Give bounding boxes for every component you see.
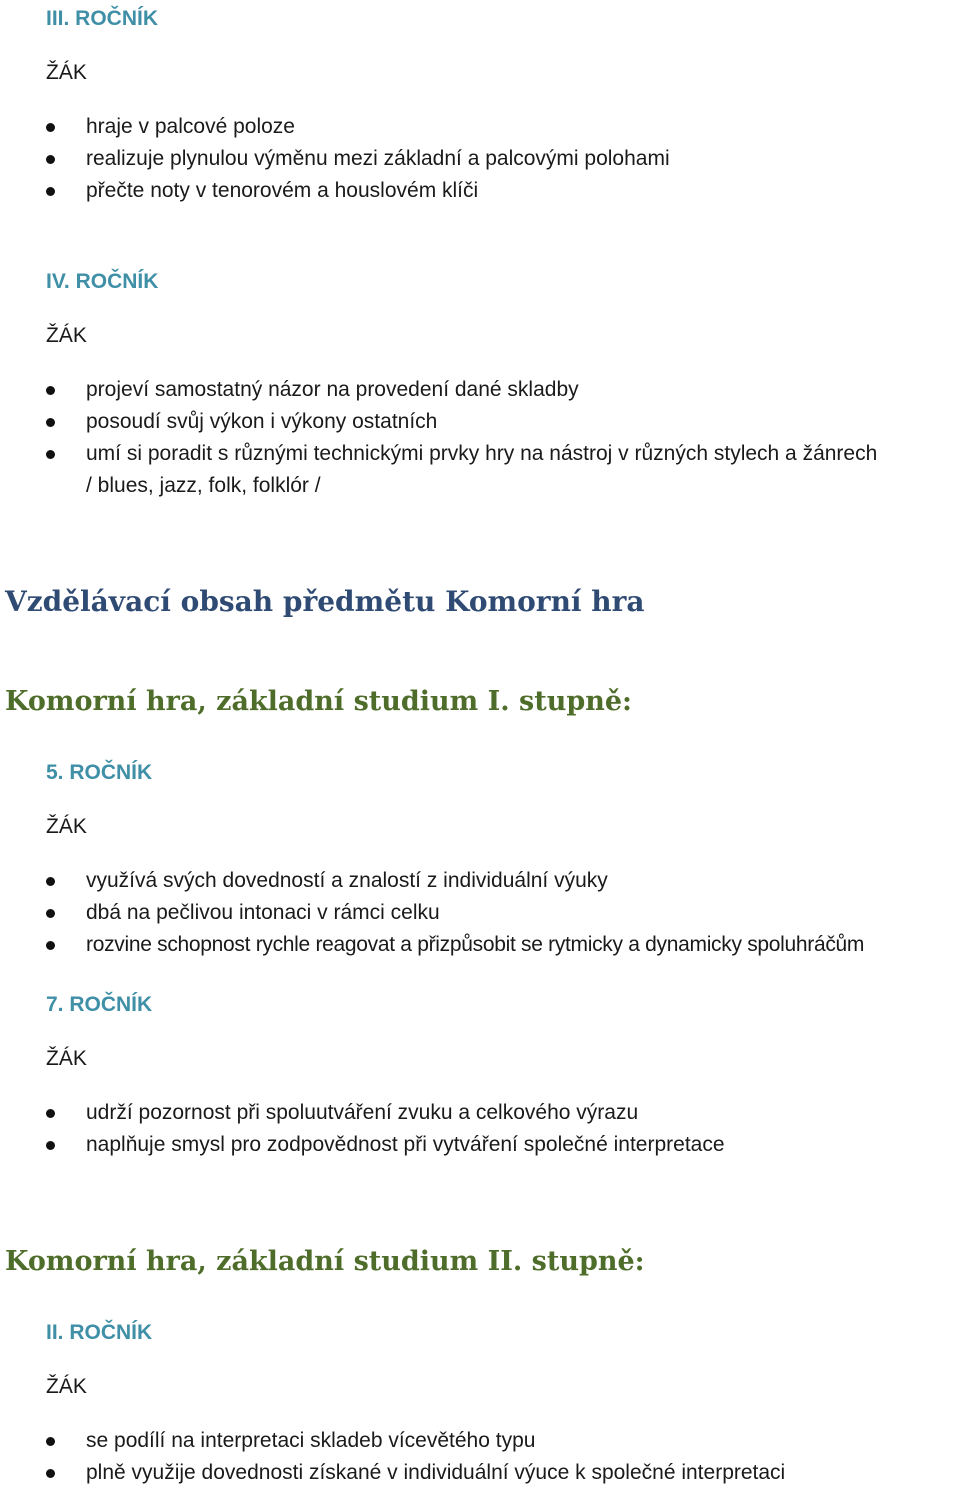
pupil-label: ŽÁK [46,1375,87,1398]
bullet-icon [46,155,55,164]
bullet-icon [46,1437,55,1446]
stage-heading-ii: Komorní hra, základní studium II. stupně: [5,1246,645,1277]
grade-heading-ii: II. ROČNÍK [46,1321,153,1344]
bullet-icon [46,909,55,918]
list-item: realizuje plynulou výměnu mezi základní a palcovými polohami [86,147,670,170]
bullet-icon [46,386,55,395]
grade-heading-7: 7. ROČNÍK [46,993,153,1016]
list-item: naplňuje smysl pro zodpovědnost při vytváření společné interpretace [86,1133,725,1156]
bullet-icon [46,941,55,950]
list-item: se podílí na interpretaci skladeb vícevětého typu [86,1429,536,1452]
list-item: dbá na pečlivou intonaci v rámci celku [86,901,440,924]
list-item: umí si poradit s různými technickými prvky hry na nástroj v různých stylech a žánrech [86,442,878,465]
section-heading: Vzdělávací obsah předmětu Komorní hra [5,585,645,618]
pupil-label: ŽÁK [46,324,87,347]
bullet-icon [46,187,55,196]
list-item: využívá svých dovedností a znalostí z individuální výuky [86,869,608,892]
bullet-icon [46,123,55,132]
grade-heading-5: 5. ROČNÍK [46,761,153,784]
pupil-label: ŽÁK [46,61,87,84]
stage-heading-i: Komorní hra, základní studium I. stupně: [5,686,632,717]
pupil-label: ŽÁK [46,1047,87,1070]
list-item: posoudí svůj výkon i výkony ostatních [86,410,438,433]
bullet-icon [46,1141,55,1150]
bullet-icon [46,450,55,459]
list-item: přečte noty v tenorovém a houslovém klíči [86,179,479,202]
grade-heading-iii: III. ROČNÍK [46,7,159,30]
bullet-icon [46,877,55,886]
pupil-label: ŽÁK [46,815,87,838]
list-item: projeví samostatný názor na provedení dané skladby [86,378,579,401]
bullet-icon [46,418,55,427]
list-item: udrží pozornost při spoluutváření zvuku a celkového výrazu [86,1101,639,1124]
list-item: hraje v palcové poloze [86,115,295,138]
list-item: plně využije dovednosti získané v individuální výuce k společné interpretaci [86,1461,786,1484]
list-item-continuation: / blues, jazz, folk, folklór / [86,474,321,497]
bullet-icon [46,1109,55,1118]
grade-heading-iv: IV. ROČNÍK [46,270,159,293]
bullet-icon [46,1469,55,1478]
list-item: rozvine schopnost rychle reagovat a přizpůsobit se rytmicky a dynamicky spoluhráčům [86,933,865,956]
